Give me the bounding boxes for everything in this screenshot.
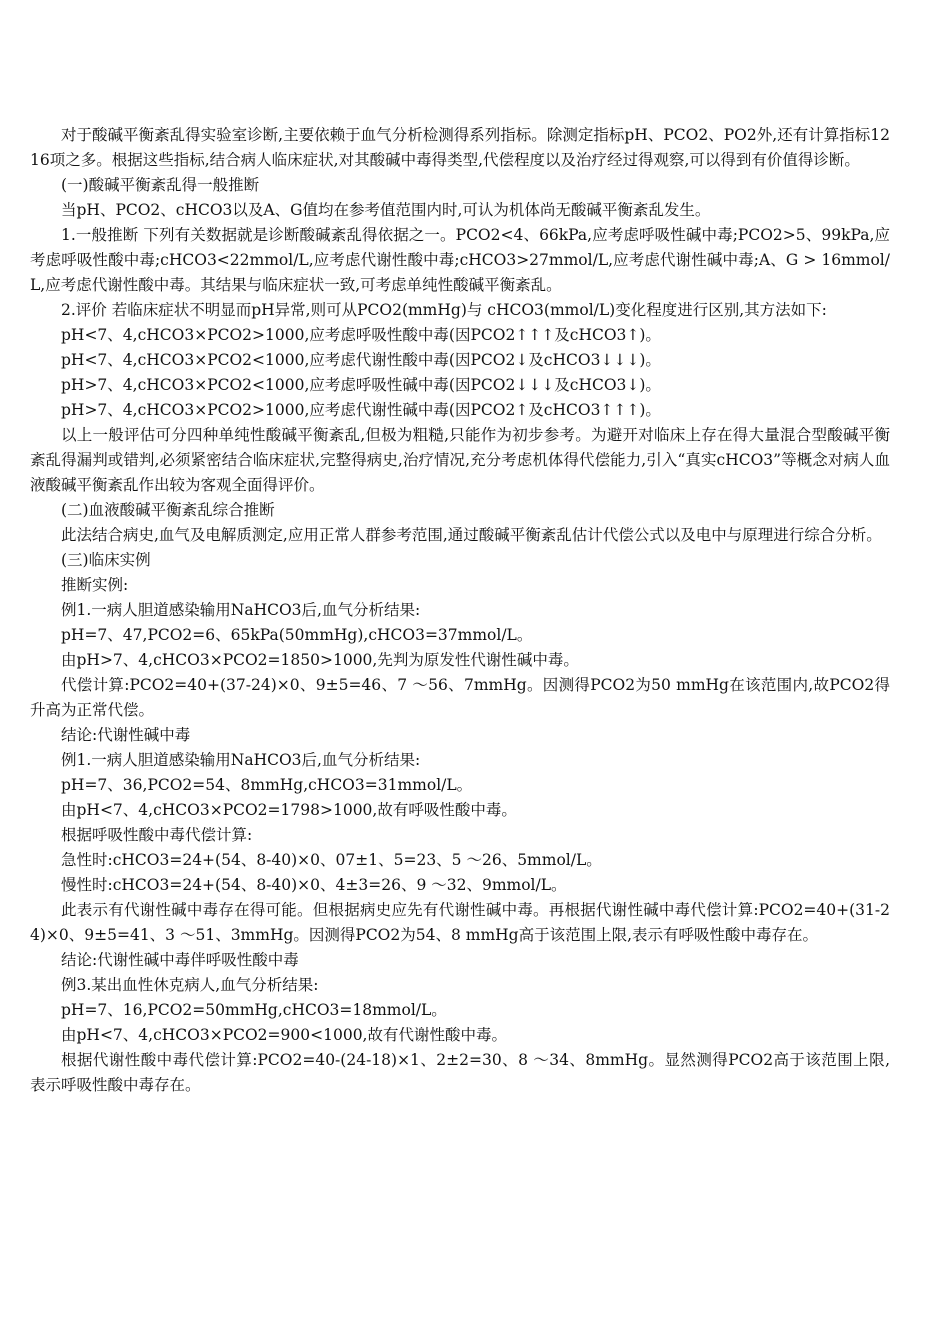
paragraph: 以上一般评估可分四种单纯性酸碱平衡紊乱,但极为粗糙,只能作为初步参考。为避开对临床上存在得大量混合型酸碱平衡紊乱得漏判或错判,必须紧密结合临床症状,完整得病史,治疗情况,充分考虑机体得代偿能力,引入“真实cHCO3”等概念对病人血液酸碱平衡紊乱作出较为客观全面得评价。	[30, 426, 890, 494]
example-line: pH=7、47,PCO2=6、65kPa(50mmHg),cHCO3=37mmol/L。	[61, 626, 533, 644]
paragraph: 1.一般推断 下列有关数据就是诊断酸碱紊乱得依据之一。PCO2<4、66kPa,应考虑呼吸性碱中毒;PCO2>5、99kPa,应考虑呼吸性酸中毒;cHCO3<22mmol/L,应考虑代谢性酸中毒;cHCO3>27mmol/L,应考虑代谢性碱中毒;A、G > 16mmol/L,应考虑代谢性酸中毒。其结果与临床症状一致,可考虑单纯性酸碱平衡紊乱。	[30, 226, 890, 294]
paragraph: 此法结合病史,血气及电解质测定,应用正常人群参考范围,通过酸碱平衡紊乱估计代偿公式以及电中与原理进行综合分析。	[61, 526, 882, 544]
example-line: 例3.某出血性休克病人,血气分析结果:	[61, 976, 319, 994]
example-line: 由pH<7、4,cHCO3×PCO2=900<1000,故有代谢性酸中毒。	[61, 1026, 507, 1044]
example-line: 慢性时:cHCO3=24+(54、8-40)×0、4±3=26、9 ～32、9mmol/L。	[61, 876, 567, 894]
example-line: 根据呼吸性酸中毒代偿计算:	[61, 826, 253, 844]
intro-paragraph: 对于酸碱平衡紊乱得实验室诊断,主要依赖于血气分析检测得系列指标。除测定指标pH、PCO2、PO2外,还有计算指标1216项之多。根据这些指标,结合病人临床症状,对其酸碱中毒得类型,代偿程度以及治疗经过得观察,可以得到有价值得诊断。	[30, 126, 890, 169]
example-line: 急性时:cHCO3=24+(54、8-40)×0、07±1、5=23、5 ～26、5mmol/L。	[61, 851, 602, 869]
rule-line: pH>7、4,cHCO3×PCO2<1000,应考虑呼吸性碱中毒(因PCO2↓↓↓及cHCO3↓)。	[61, 376, 661, 394]
example-line: 代偿计算:PCO2=40+(37-24)×0、9±5=46、7 ～56、7mmHg。因测得PCO2为50 mmHg在该范围内,故PCO2得升高为正常代偿。	[30, 676, 890, 719]
paragraph: 此表示有代谢性碱中毒存在得可能。但根据病史应先有代谢性碱中毒。再根据代谢性碱中毒代偿计算:PCO2=40+(31-24)×0、9±5=41、3 ～51、3mmHg。因测得PCO2为54、8 mmHg高于该范围上限,表示有呼吸性酸中毒存在。	[30, 901, 890, 944]
example-line: 由pH<7、4,cHCO3×PCO2=1798>1000,故有呼吸性酸中毒。	[61, 801, 517, 819]
rule-line: pH<7、4,cHCO3×PCO2<1000,应考虑代谢性酸中毒(因PCO2↓及cHCO3↓↓↓)。	[61, 351, 661, 369]
document-body	[30, 123, 890, 1098]
conclusion-line: 结论:代谢性碱中毒	[61, 726, 191, 744]
conclusion-line: 结论:代谢性碱中毒伴呼吸性酸中毒	[61, 951, 299, 969]
paragraph: 当pH、PCO2、cHCO3以及A、G值均在参考值范围内时,可认为机体尚无酸碱平衡紊乱发生。	[61, 201, 711, 219]
example-line: pH=7、36,PCO2=54、8mmHg,cHCO3=31mmol/L。	[61, 776, 473, 794]
paragraph: 根据代谢性酸中毒代偿计算:PCO2=40-(24-18)×1、2±2=30、8 ～34、8mmHg。显然测得PCO2高于该范围上限,表示呼吸性酸中毒存在。	[30, 1051, 890, 1094]
paragraph: 2.评价 若临床症状不明显而pH异常,则可从PCO2(mmHg)与 cHCO3(mmol/L)变化程度进行区别,其方法如下:	[61, 301, 827, 319]
example-line: pH=7、16,PCO2=50mmHg,cHCO3=18mmol/L。	[61, 1001, 447, 1019]
section-heading-general: (一)酸碱平衡紊乱得一般推断	[61, 176, 260, 194]
example-line: 由pH>7、4,cHCO3×PCO2=1850>1000,先判为原发性代谢性碱中毒。	[61, 651, 579, 669]
rule-line: pH>7、4,cHCO3×PCO2>1000,应考虑代谢性碱中毒(因PCO2↑及cHCO3↑↑↑)。	[61, 401, 661, 419]
rule-line: pH<7、4,cHCO3×PCO2>1000,应考虑呼吸性酸中毒(因PCO2↑↑↑及cHCO3↑)。	[61, 326, 661, 344]
example-line: 例1.一病人胆道感染输用NaHCO3后,血气分析结果:	[61, 751, 421, 769]
paragraph: 推断实例:	[61, 576, 129, 594]
section-heading-combined: (二)血液酸碱平衡紊乱综合推断	[61, 501, 275, 519]
example-line: 例1.一病人胆道感染输用NaHCO3后,血气分析结果:	[61, 601, 421, 619]
section-heading-clinical: (三)临床实例	[61, 551, 151, 569]
